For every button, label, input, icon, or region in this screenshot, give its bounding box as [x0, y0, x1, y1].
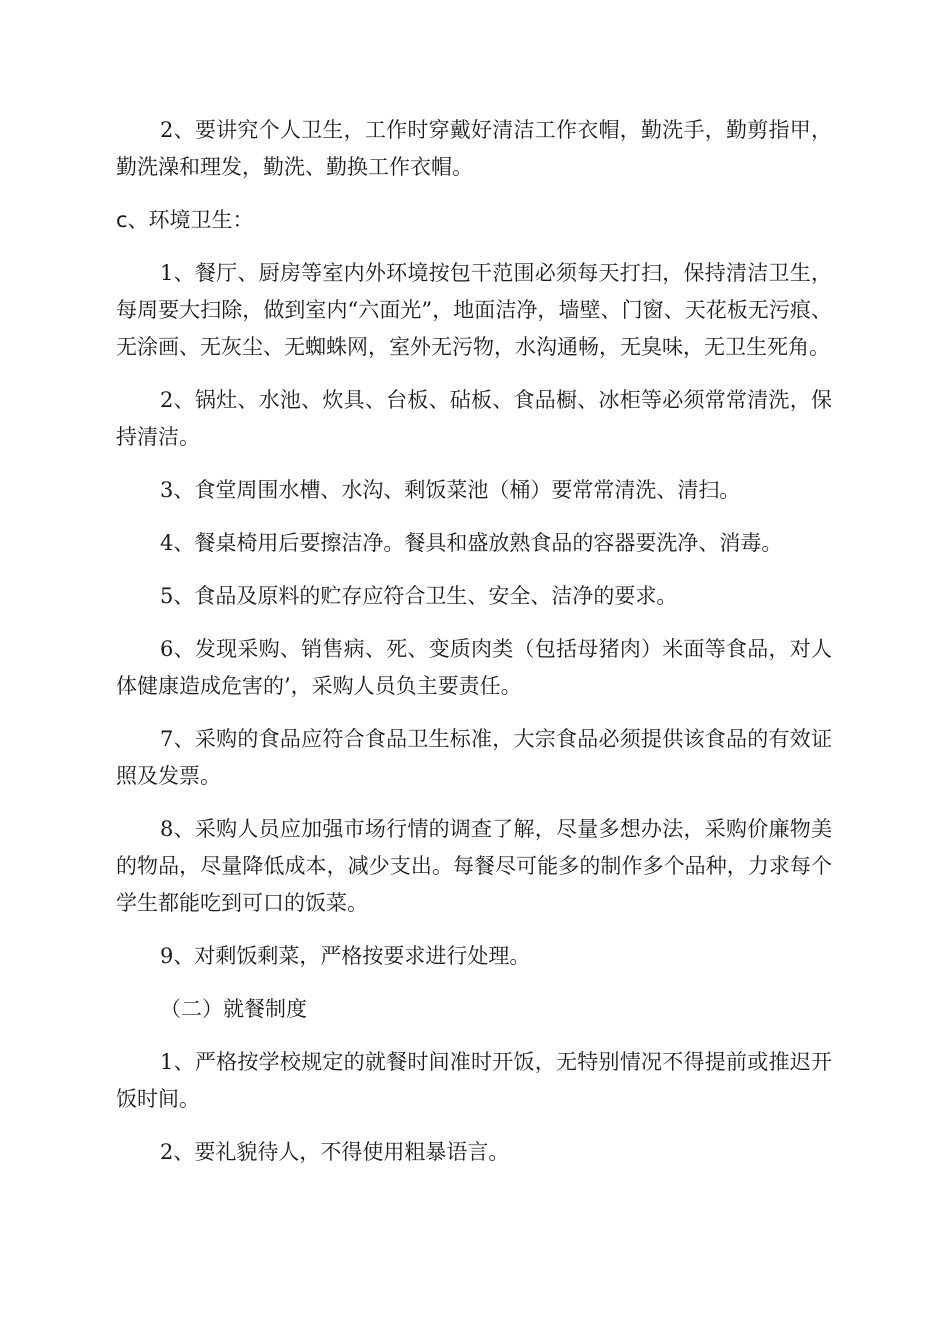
paragraph-personal-hygiene: 2、要讲究个人卫生，工作时穿戴好清洁工作衣帽，勤洗手，勤剪指甲，勤洗澡和理发，勤洗、勤换工作衣帽。	[116, 118, 832, 179]
section-heading-environment: c、环境卫生：	[116, 208, 254, 232]
paragraph-dining-1: 1、严格按学校规定的就餐时间准时开饭，无特别情况不得提前或推迟开饭时间。	[116, 1050, 832, 1111]
paragraph-env-4: 4、餐桌椅用后要擦洁净。餐具和盛放熟食品的容器要洗净、消毒。	[160, 531, 783, 555]
paragraph-env-6: 6、发现采购、销售病、死、变质肉类（包括母猪肉）米面等食品，对人体健康造成危害的’，采购人员负主要责任。	[116, 637, 832, 698]
paragraph-env-7: 7、采购的食品应符合食品卫生标准，大宗食品必须提供该食品的有效证照及发票。	[116, 727, 832, 788]
document-body	[116, 112, 832, 1187]
paragraph-env-2: 2、锅灶、水池、炊具、台板、砧板、食品橱、冰柜等必须常常清洗，保持清洁。	[116, 388, 832, 449]
paragraph-env-3: 3、食堂周围水槽、水沟、剩饭菜池（桶）要常常清洗、清扫。	[160, 478, 741, 502]
paragraph-env-1: 1、餐厅、厨房等室内外环境按包干范围必须每天打扫，保持清洁卫生，每周要大扫除，做到室内“六面光”，地面洁净，墙壁、门窗、天花板无污痕、无涂画、无灰尘、无蜘蛛网，室外无污物，水沟通畅，无臭味，无卫生死角。	[116, 261, 832, 359]
paragraph-dining-2: 2、要礼貌待人，不得使用粗暴语言。	[160, 1140, 510, 1164]
section-heading-dining: （二）就餐制度	[160, 997, 307, 1021]
paragraph-env-8: 8、采购人员应加强市场行情的调查了解，尽量多想办法，采购价廉物美的物品，尽量降低成本，减少支出。每餐尽可能多的制作多个品种，力求每个学生都能吃到可口的饭菜。	[116, 817, 832, 915]
paragraph-env-9: 9、对剩饭剩菜，严格按要求进行处理。	[160, 944, 531, 968]
paragraph-env-5: 5、食品及原料的贮存应符合卫生、安全、洁净的要求。	[160, 584, 678, 608]
